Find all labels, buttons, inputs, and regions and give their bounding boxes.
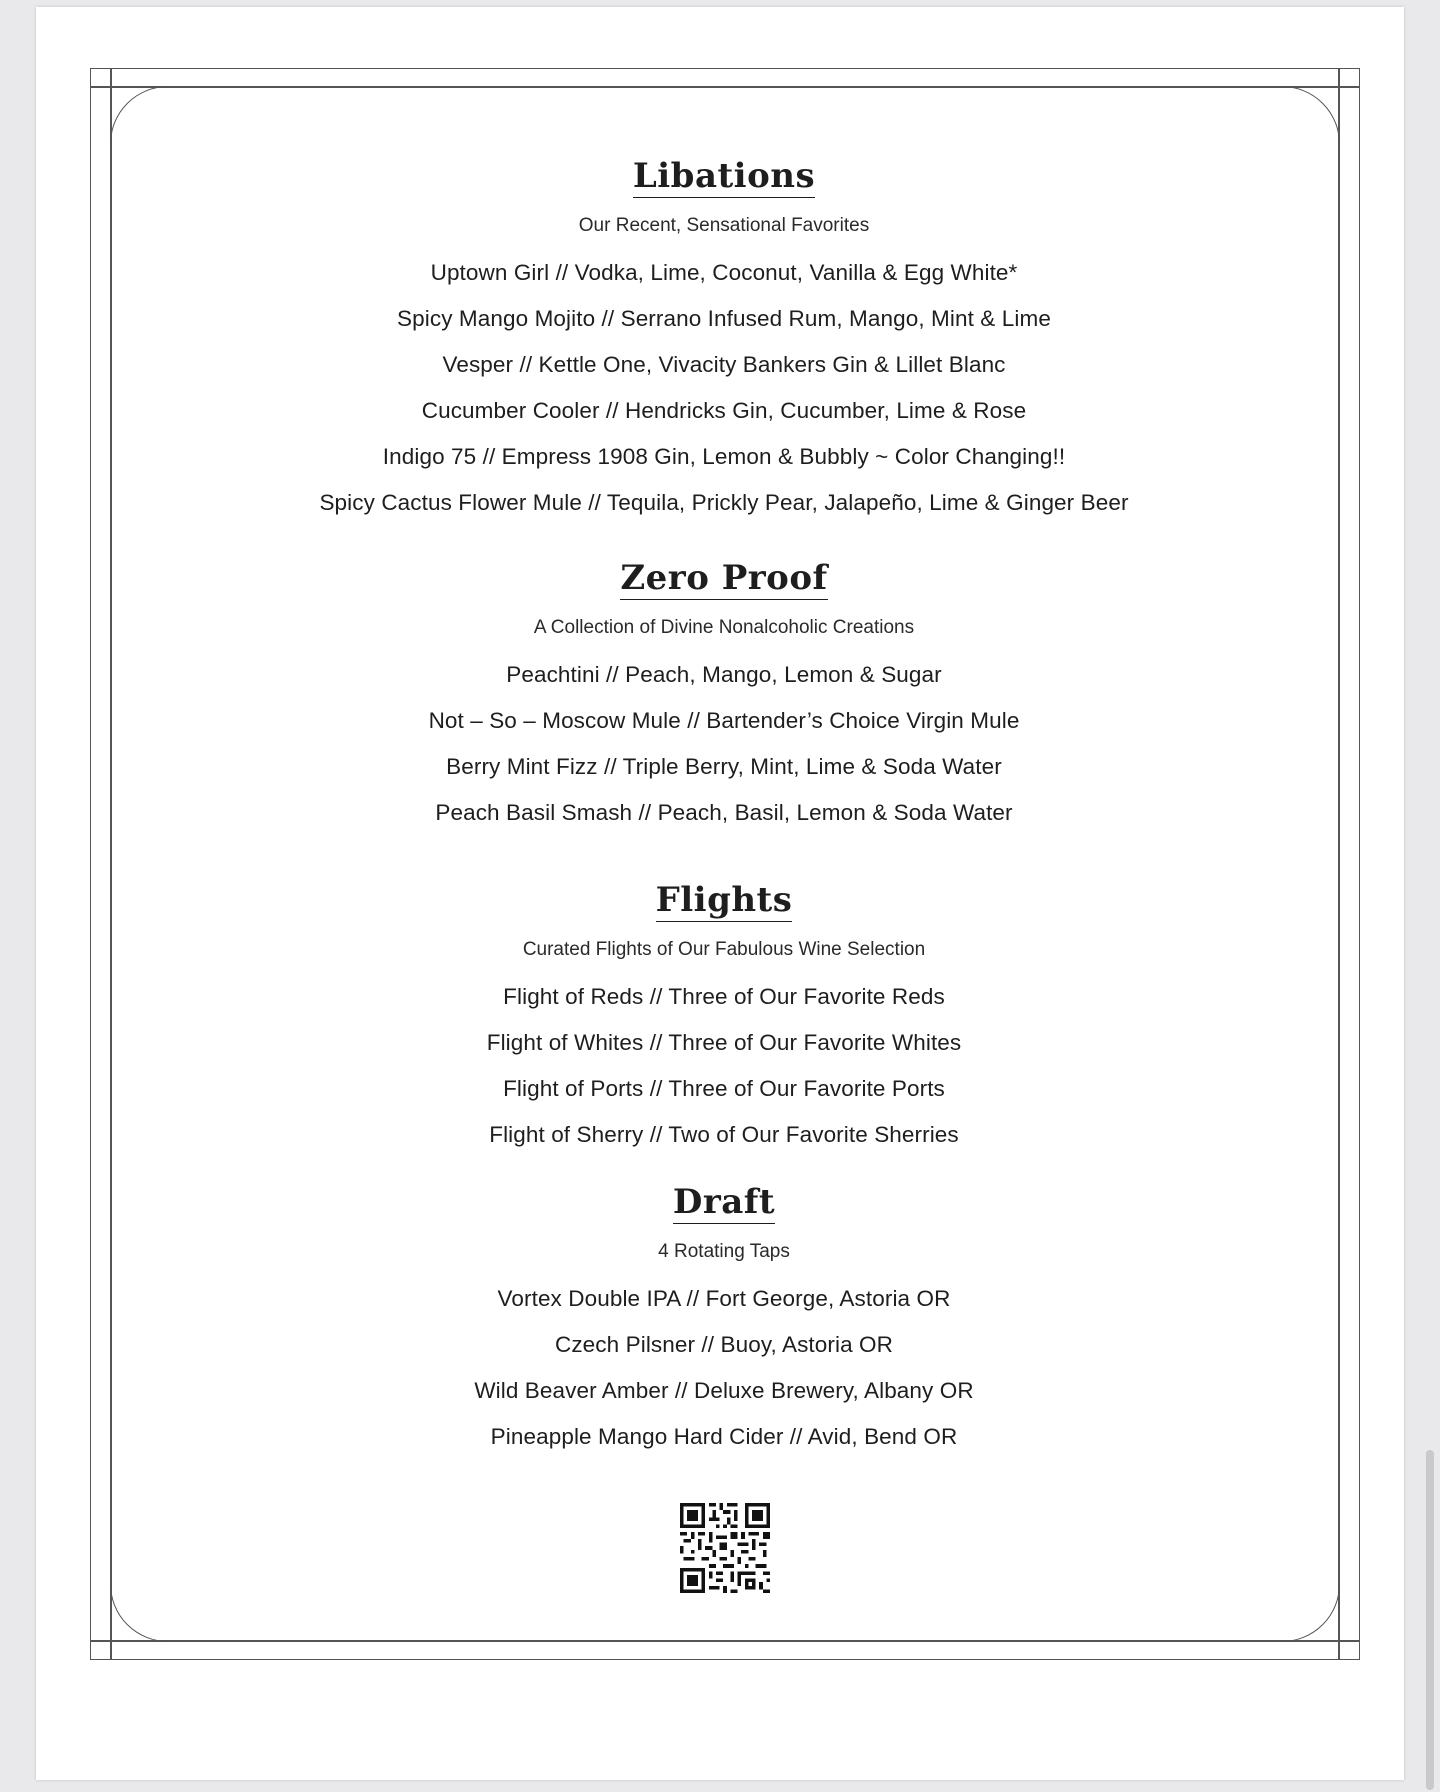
- item-list: [110, 974, 1338, 1158]
- menu-item: Cucumber Cooler // Hendricks Gin, Cucumber, Lime & Rose: [421, 398, 1027, 423]
- section-title: Draft: [672, 1182, 776, 1222]
- menu-item: Flight of Whites // Three of Our Favorite Whites: [486, 1030, 962, 1055]
- item-list: [110, 250, 1338, 526]
- section-title: Libations: [632, 156, 816, 196]
- menu-item: Flight of Sherry // Two of Our Favorite Sherries: [489, 1122, 959, 1147]
- menu-item: Czech Pilsner // Buoy, Astoria OR: [554, 1332, 893, 1357]
- section-subtitle: Curated Flights of Our Fabulous Wine Selection: [522, 939, 926, 960]
- item-list: [110, 1276, 1338, 1460]
- menu-item: Peach Basil Smash // Peach, Basil, Lemon & Soda Water: [435, 800, 1013, 825]
- menu-item: Flight of Reds // Three of Our Favorite Reds: [503, 984, 945, 1009]
- menu-item: Flight of Ports // Three of Our Favorite Ports: [503, 1076, 945, 1101]
- menu-item: Spicy Mango Mojito // Serrano Infused Rum, Mango, Mint & Lime: [397, 306, 1051, 331]
- section-libations: [110, 156, 1338, 526]
- qr-code-icon[interactable]: [680, 1503, 770, 1593]
- item-list: [110, 652, 1338, 836]
- menu-item: Spicy Cactus Flower Mule // Tequila, Prickly Pear, Jalapeño, Lime & Ginger Beer: [319, 490, 1129, 515]
- menu-item: Wild Beaver Amber // Deluxe Brewery, Albany OR: [474, 1378, 974, 1403]
- menu-item: Indigo 75 // Empress 1908 Gin, Lemon & Bubbly ~ Color Changing!!: [382, 444, 1066, 469]
- menu-item: Not – So – Moscow Mule // Bartender’s Choice Virgin Mule: [428, 708, 1020, 733]
- menu-item: Pineapple Mango Hard Cider // Avid, Bend OR: [490, 1424, 958, 1449]
- section-subtitle: Our Recent, Sensational Favorites: [578, 215, 870, 236]
- menu-item: Peachtini // Peach, Mango, Lemon & Sugar: [506, 662, 942, 687]
- section-flights: [110, 880, 1338, 1158]
- menu-item: Berry Mint Fizz // Triple Berry, Mint, Lime & Soda Water: [446, 754, 1002, 779]
- menu-item: Vesper // Kettle One, Vivacity Bankers Gin & Lillet Blanc: [442, 352, 1006, 377]
- section-title: Zero Proof: [620, 558, 828, 598]
- section-subtitle: 4 Rotating Taps: [658, 1241, 790, 1262]
- menu-item: Uptown Girl // Vodka, Lime, Coconut, Vanilla & Egg White*: [430, 260, 1018, 285]
- menu-item: Vortex Double IPA // Fort George, Astoria OR: [497, 1286, 951, 1311]
- scrollbar-thumb[interactable]: [1426, 1450, 1434, 1790]
- section-zero-proof: [110, 558, 1338, 836]
- section-draft: [110, 1182, 1338, 1460]
- section-title: Flights: [655, 880, 793, 920]
- section-subtitle: A Collection of Divine Nonalcoholic Creations: [533, 617, 915, 638]
